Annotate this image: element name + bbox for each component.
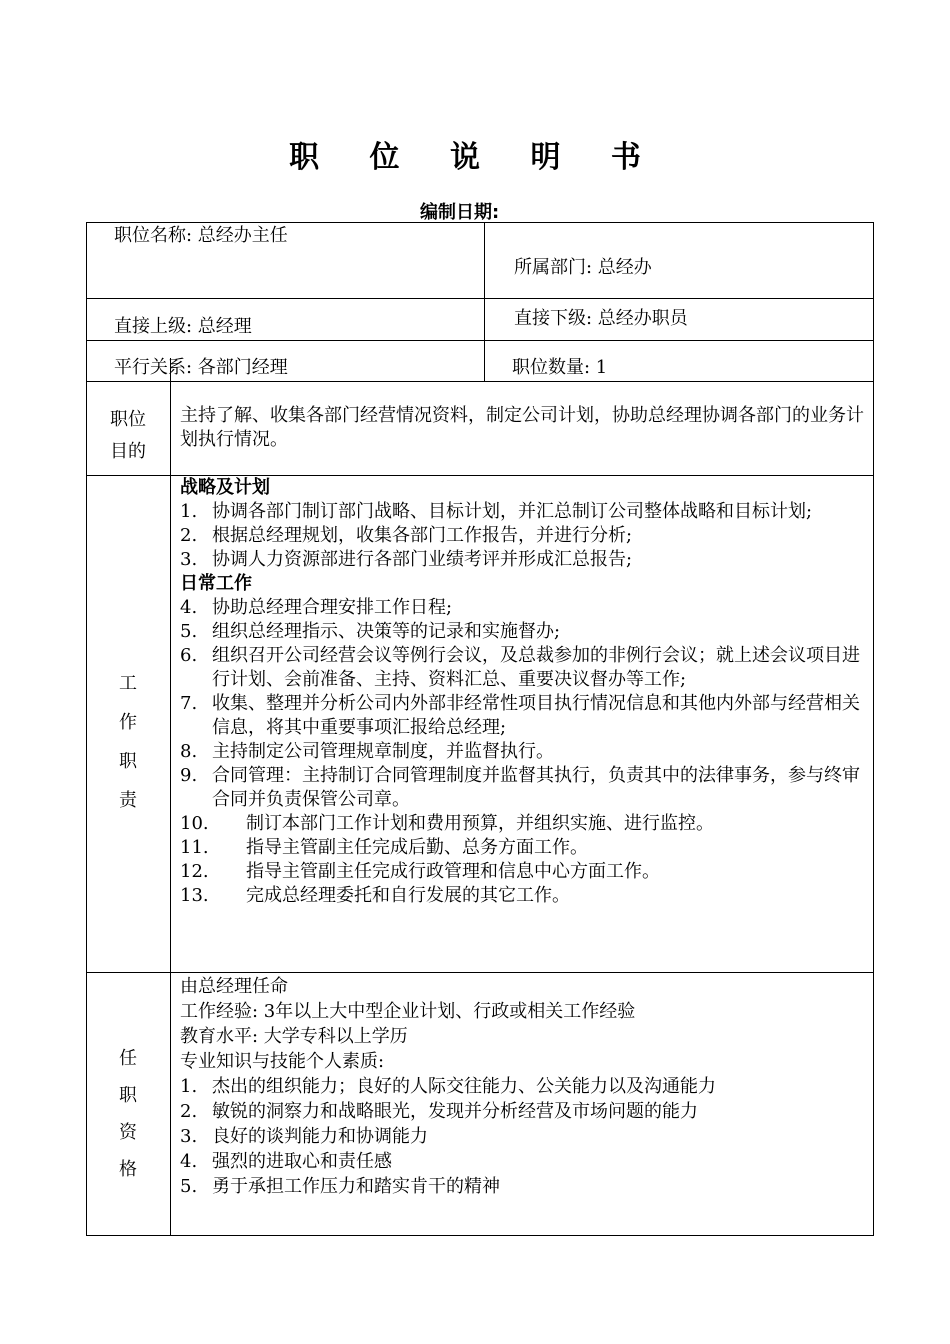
parallel-relations: 平行关系: 各部门经理 (114, 357, 288, 378)
list-item-number: 1. (180, 501, 198, 522)
list-item (180, 764, 870, 812)
position-headcount: 职位数量: 1 (512, 357, 608, 378)
list-item-text: 协调各部门制订部门战略、目标计划，并汇总制订公司整体战略和目标计划; (212, 501, 813, 522)
list-item (180, 1124, 870, 1149)
row-divider (86, 298, 874, 299)
list-item-number: 2. (180, 525, 198, 546)
list-item-text: 强烈的进取心和责任感 (212, 1151, 392, 1172)
list-item (180, 620, 870, 644)
list-item-text: 收集、整理并分析公司内外部非经常性项目执行情况信息和其他内外部与经营相关信息，将其中重要事项汇报给总经理; (212, 693, 860, 738)
qualifications-label (86, 1040, 170, 1188)
list-item-text: 主持制定公司管理规章制度，并监督执行。 (212, 741, 554, 762)
appointment-line: 由总经理任命 (180, 976, 288, 997)
purpose-label (86, 404, 170, 468)
position-name: 职位名称: 总经办主任 (114, 225, 288, 246)
row-divider (86, 381, 874, 382)
list-item-text: 协调人力资源部进行各部门业绩考评并形成汇总报告; (212, 549, 633, 570)
list-item-text: 制订本部门工作计划和费用预算，并组织实施、进行监控。 (246, 813, 714, 834)
row-divider (86, 340, 874, 341)
list-item (180, 524, 870, 548)
list-item-text: 完成总经理委托和自行发展的其它工作。 (246, 885, 570, 906)
list-item-text: 协助总经理合理安排工作日程; (212, 597, 453, 618)
list-item (180, 1074, 870, 1099)
duties-label-char: 职 (119, 751, 137, 772)
list-item-number: 10. (180, 813, 209, 834)
list-item-number: 12. (180, 861, 209, 882)
duties-label-char: 工 (119, 673, 137, 694)
qualifications-label-char: 资 (119, 1122, 137, 1143)
qualifications-list (180, 974, 870, 1199)
list-item-text: 勇于承担工作压力和踏实肯干的精神 (212, 1176, 500, 1197)
list-item-number: 3. (180, 549, 198, 570)
list-item-text: 组织总经理指示、决策等的记录和实施督办; (212, 621, 561, 642)
duties-label (86, 664, 170, 820)
list-item-text: 敏锐的洞察力和战略眼光，发现并分析经营及市场问题的能力 (212, 1101, 698, 1122)
list-item-number: 9. (180, 765, 198, 786)
list-item-number: 13. (180, 885, 209, 906)
list-item-number: 5. (180, 1176, 198, 1197)
list-item (180, 860, 870, 884)
duties-list (180, 476, 870, 908)
qualifications-label-char: 任 (119, 1048, 137, 1069)
direct-superior: 直接上级: 总经理 (114, 316, 252, 337)
list-item (180, 1099, 870, 1124)
document-title: 职 位 说 明 书 (289, 140, 661, 175)
education-line: 教育水平: 大学专科以上学历 (180, 1026, 408, 1047)
list-item-number: 8. (180, 741, 198, 762)
list-item (180, 596, 870, 620)
list-item-number: 7. (180, 693, 198, 714)
list-item-text: 杰出的组织能力；良好的人际交往能力、公关能力以及沟通能力 (212, 1076, 716, 1097)
list-item-number: 11. (180, 837, 209, 858)
qualifications-label-char: 格 (119, 1159, 137, 1180)
list-item (180, 884, 870, 908)
list-item (180, 548, 870, 572)
list-item (180, 836, 870, 860)
list-item-number: 1. (180, 1076, 198, 1097)
list-item-text: 良好的谈判能力和协调能力 (212, 1126, 428, 1147)
list-item-number: 6. (180, 645, 198, 666)
duties-label-char: 作 (119, 712, 137, 733)
purpose-label-line: 职位 (110, 409, 146, 430)
list-item (180, 644, 870, 692)
direct-subordinate: 直接下级: 总经办职员 (514, 308, 688, 329)
experience-line: 工作经验: 3年以上大中型企业计划、行政或相关工作经验 (180, 1001, 636, 1022)
column-divider (170, 381, 171, 1236)
list-item-number: 5. (180, 621, 198, 642)
list-item-number: 4. (180, 1151, 198, 1172)
list-item-text: 指导主管副主任完成行政管理和信息中心方面工作。 (246, 861, 660, 882)
purpose-label-line: 目的 (110, 441, 146, 462)
list-item-number: 4. (180, 597, 198, 618)
column-divider (484, 222, 485, 381)
list-item-number: 3. (180, 1126, 198, 1147)
list-item (180, 740, 870, 764)
qualifications-label-char: 职 (119, 1085, 137, 1106)
list-item (180, 812, 870, 836)
list-item (180, 692, 870, 740)
list-item-text: 组织召开公司经营会议等例行会议，及总裁参加的非例行会议；就上述会议项目进行计划、会前准备、主持、资料汇总、重要决议督办等工作; (212, 645, 860, 690)
list-item (180, 500, 870, 524)
skills-heading: 专业知识与技能个人素质: (180, 1051, 385, 1072)
list-item-text: 合同管理：主持制订合同管理制度并监督其执行，负责其中的法律事务，参与终审合同并负责保管公司章。 (212, 765, 860, 810)
duties-label-char: 责 (119, 790, 137, 811)
list-item-number: 2. (180, 1101, 198, 1122)
list-item-text: 指导主管副主任完成后勤、总务方面工作。 (246, 837, 588, 858)
section-heading-strategy: 战略及计划 (180, 477, 270, 498)
list-item (180, 1149, 870, 1174)
purpose-text: 主持了解、收集各部门经营情况资料，制定公司计划，协助总经理协调各部门的业务计划执行情况。 (180, 405, 864, 450)
row-divider (86, 972, 874, 973)
section-heading-daily: 日常工作 (180, 573, 252, 594)
department: 所属部门: 总经办 (514, 257, 652, 278)
list-item-text: 根据总经理规划，收集各部门工作报告，并进行分析; (212, 525, 633, 546)
compile-date-label: 编制日期: (420, 202, 500, 223)
list-item (180, 1174, 870, 1199)
